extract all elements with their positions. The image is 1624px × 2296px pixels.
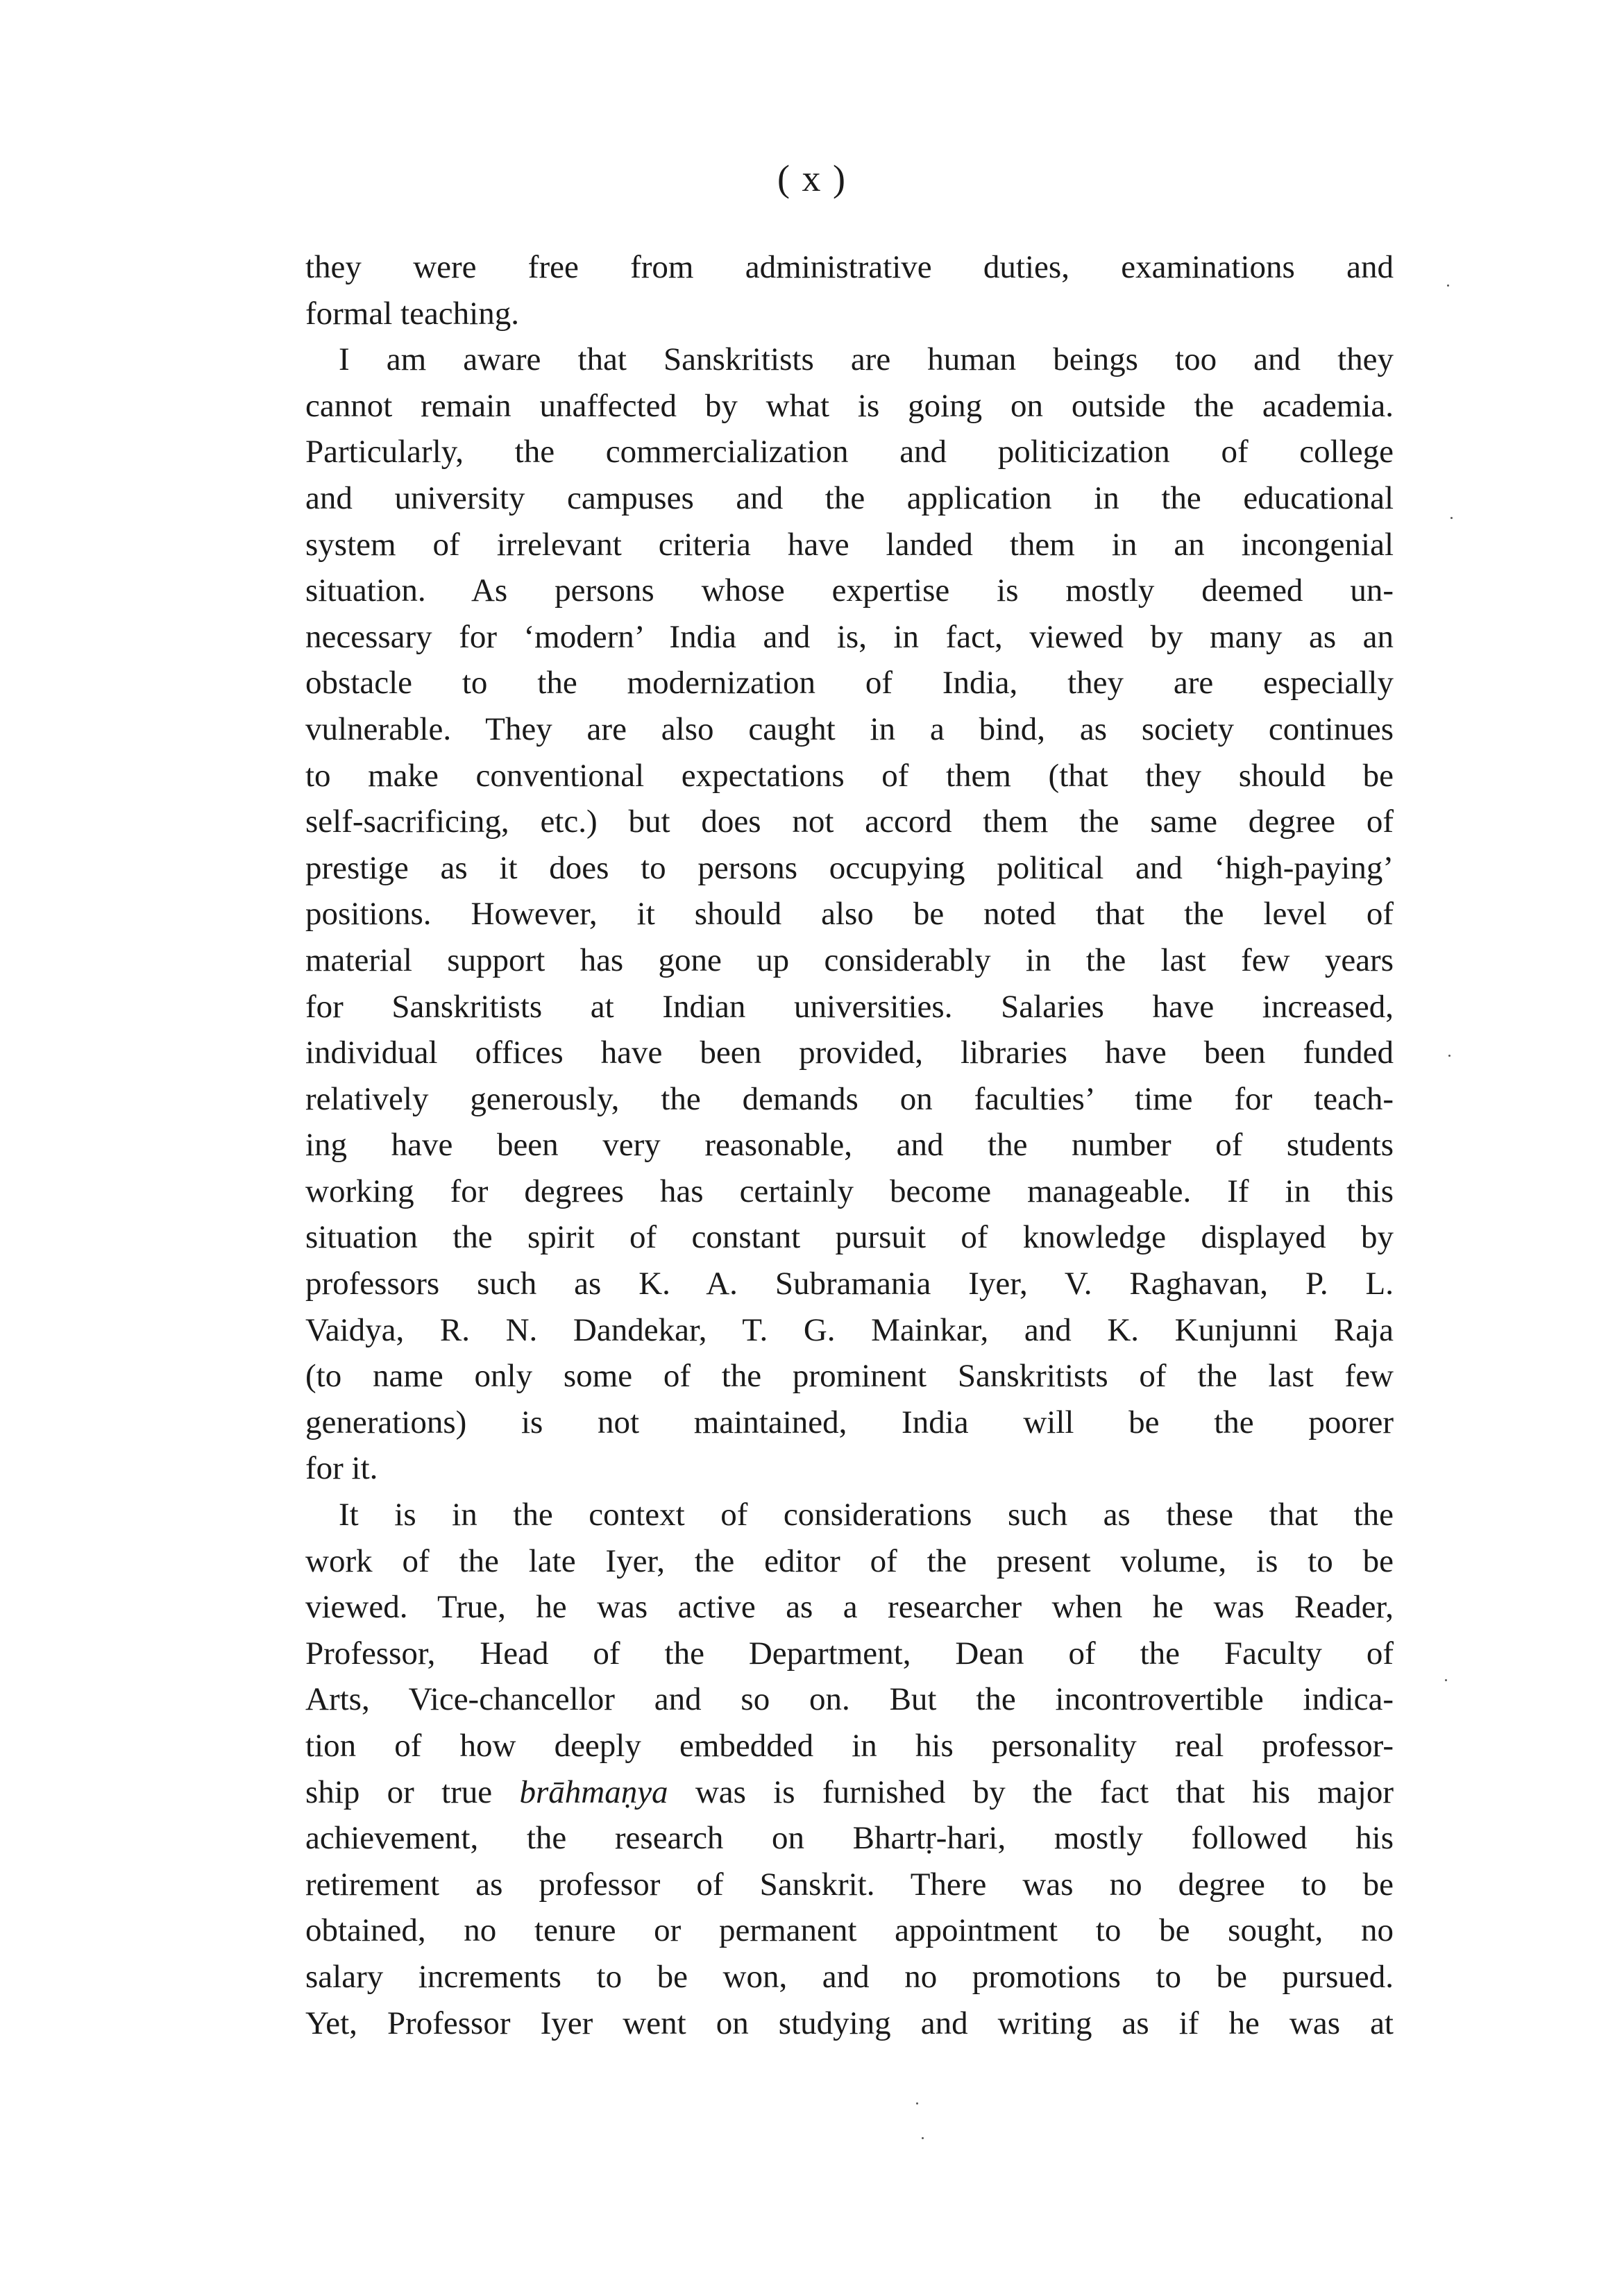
scan-speck xyxy=(1445,1679,1447,1681)
text-line: obstacle to the modernization of India, they are especially xyxy=(305,665,1394,701)
text-line: ship or true brāhmaṇya was is furnished by the fact that his major xyxy=(305,1774,1394,1810)
text-line: individual offices have been provided, libraries have been funded xyxy=(305,1035,1394,1071)
scan-speck xyxy=(1448,1055,1450,1057)
text-line: they were free from administrative duties, examinations and xyxy=(305,249,1394,285)
text-line: positions. However, it should also be noted that the level of xyxy=(305,896,1394,933)
text-line: work of the late Iyer, the editor of the present volume, is to be xyxy=(305,1542,1394,1579)
body-text xyxy=(305,244,1394,2046)
text-line: salary increments to be won, and no promotions to be pursued. xyxy=(305,1958,1394,1995)
scan-speck xyxy=(1447,284,1449,287)
text-line: Vaidya, R. N. Dandekar, T. G. Mainkar, and K. Kunjunni Raja xyxy=(305,1311,1394,1348)
text-line: material support has gone up considerably in the last few years xyxy=(305,942,1394,978)
text-line: generations) is not maintained, India will be the poorer xyxy=(305,1404,1394,1440)
text-line: for it. xyxy=(305,1450,378,1487)
text-line: ing have been very reasonable, and the number of students xyxy=(305,1127,1394,1164)
text-line: cannot remain unaffected by what is going on outside the academia. xyxy=(305,387,1394,424)
text-line: for Sanskritists at Indian universities. Salaries have increased, xyxy=(305,988,1394,1025)
text-line: system of irrelevant criteria have landed them in an incongenial xyxy=(305,526,1394,563)
text-line: situation. As persons whose expertise is mostly deemed un- xyxy=(305,572,1394,609)
text-line: retirement as professor of Sanskrit. There was no degree to be xyxy=(305,1866,1394,1903)
text-line: I am aware that Sanskritists are human beings too and they xyxy=(339,341,1394,378)
text-line: achievement, the research on Bhartṛ-hari, mostly followed his xyxy=(305,1820,1394,1857)
text-line: obtained, no tenure or permanent appointment to be sought, no xyxy=(305,1912,1394,1949)
text-line: vulnerable. They are also caught in a bind, as society continues xyxy=(305,711,1394,747)
text-line: It is in the context of considerations such as these that the xyxy=(339,1497,1394,1533)
text-line: Particularly, the commercialization and politicization of college xyxy=(305,434,1394,470)
italic-term: brāhmaṇya xyxy=(519,1774,668,1810)
page-number: ( x ) xyxy=(777,158,847,199)
scan-speck xyxy=(1450,517,1453,519)
text-line: relatively generously, the demands on faculties’ time for teach- xyxy=(305,1080,1394,1117)
text-line: Professor, Head of the Department, Dean of the Faculty of xyxy=(305,1635,1394,1672)
text-line: self-sacrificing, etc.) but does not accord them the same degree of xyxy=(305,803,1394,840)
text-line: tion of how deeply embedded in his personality real professor- xyxy=(305,1728,1394,1764)
text-line: working for degrees has certainly become manageable. If in this xyxy=(305,1173,1394,1209)
text-line: situation the spirit of constant pursuit of knowledge displayed by xyxy=(305,1219,1394,1256)
text-line: professors such as K. A. Subramania Iyer, V. Raghavan, P. L. xyxy=(305,1266,1394,1302)
text-line: formal teaching. xyxy=(305,295,519,332)
text-line: viewed. True, he was active as a researcher when he was Reader, xyxy=(305,1589,1394,1626)
text-line: prestige as it does to persons occupying political and ‘high-paying’ xyxy=(305,849,1394,886)
text-line: necessary for ‘modern’ India and is, in fact, viewed by many as an xyxy=(305,618,1394,655)
text-line: Yet, Professor Iyer went on studying and writing as if he was at xyxy=(305,2005,1394,2041)
text-line: to make conventional expectations of them (that they should be xyxy=(305,757,1394,794)
scan-speck xyxy=(922,2137,924,2139)
text-line: and university campuses and the application in the educational xyxy=(305,479,1394,516)
scan-speck xyxy=(916,2102,918,2104)
text-line: Arts, Vice-chancellor and so on. But the incontrovertible indica- xyxy=(305,1681,1394,1718)
text-line: (to name only some of the prominent Sanskritists of the last few xyxy=(305,1358,1394,1395)
